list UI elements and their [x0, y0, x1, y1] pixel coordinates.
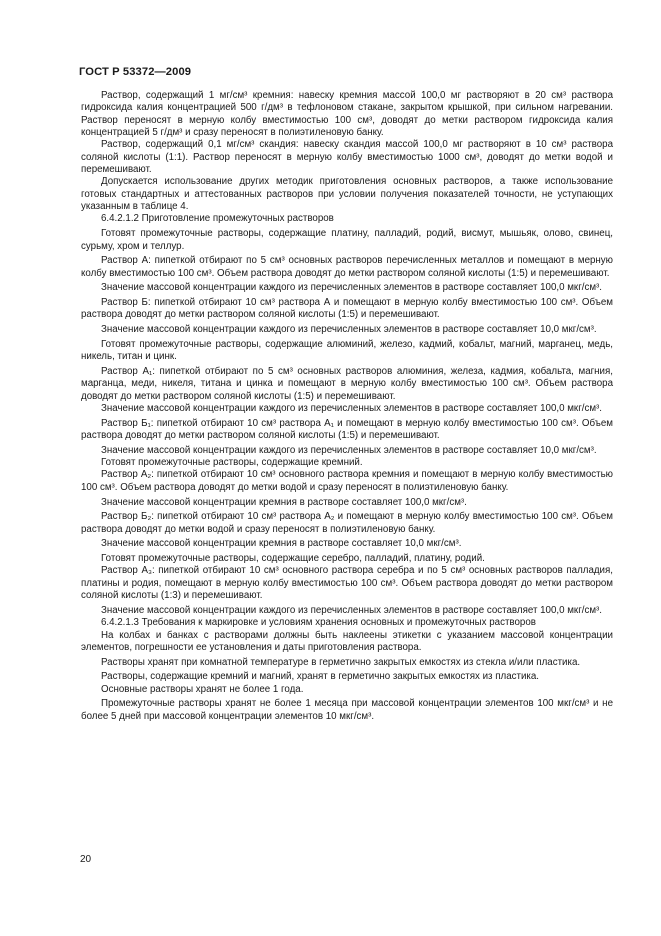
- paragraph: Значение массовой концентрации каждого из перечисленных элементов в растворе составляет 10,0 мкг/см³.: [101, 444, 597, 456]
- paragraph: Значение массовой концентрации каждого из перечисленных элементов в растворе составляет 10,0 мкг/см³.: [101, 324, 597, 336]
- paragraph: Значение массовой концентрации каждого из перечисленных элементов в растворе составляет 100,0 мкг/см³.: [101, 282, 602, 294]
- paragraph: Допускается использование других методик приготовления основных растворов, а также использование готовых стандартных и аттестованных растворов при условии получения показателей точности, не уступающих указанным в таблице 4.: [81, 176, 613, 213]
- paragraph: Раствор Б₁: пипеткой отбирают 10 см³ раствора А₁ и помещают в мерную колбу вместимостью 100 см³. Объем раствора доводят до метки раствором соляной кислоты (1:5) и перемешивают.: [81, 417, 613, 442]
- paragraph: На колбах и банках с растворами должны быть наклеены этикетки с указанием массовой концентрации элементов, погрешности ее установления и даты приготовления раствора.: [81, 629, 613, 653]
- section-heading: 6.4.2.1.2 Приготовление промежуточных растворов: [101, 213, 334, 225]
- paragraph: Значение массовой концентрации каждого из перечисленных элементов в растворе составляет 100,0 мкг/см³.: [101, 604, 602, 616]
- paragraph: Раствор А₁: пипеткой отбирают по 5 см³ основных растворов алюминия, железа, кадмия, кобальта, магния, марганца, меди, никеля, титана и цинка и помещают в мерную колбу вместимостью 100 см³. Объем раствора доводят до метки раствором соляной кислоты (1:5) и перемешивают.: [81, 365, 613, 402]
- section-heading: 6.4.2.1.3 Требования к маркировке и условиям хранения основных и промежуточных растворов: [101, 617, 536, 629]
- paragraph: Раствор, содержащий 1 мг/см³ кремния: навеску кремния массой 100,0 мг растворяют в 20 см³ раствора гидроксида калия концентрацией 500 г/дм³ в тефлоновом стакане, закрытом крышкой, при сильном нагревании. Раствор переносят в мерную колбу вместимостью 100 см³, доводят до метки раствором гидроксида калия концентрацией 5 г/дм³ и сразу переносят в полиэтиленовую банку.: [81, 90, 613, 139]
- paragraph: Промежуточные растворы хранят не более 1 месяца при массовой концентрации элементов 100 мкг/см³ и не более 5 дней при массовой концентрации элементов 10 мкг/см³.: [81, 698, 613, 722]
- paragraph: Раствор Б₂: пипеткой отбирают 10 см³ раствора А₂ и помещают в мерную колбу вместимостью 100 см³. Объем раствора доводят до метки водой и сразу переносят в полиэтиленовую банку.: [81, 511, 613, 535]
- paragraph: Значение массовой концентрации каждого из перечисленных элементов в растворе составляет 100,0 мкг/см³.: [101, 402, 602, 414]
- paragraph: Раствор А: пипеткой отбирают по 5 см³ основных растворов перечисленных металлов и помещают в мерную колбу вместимостью 100 см³. Объем раствора доводят до метки раствором соляной кислоты (1:5) и перемешивают.: [81, 255, 613, 279]
- paragraph: Растворы, содержащие кремний и магний, хранят в герметично закрытых емкостях из пластика.: [101, 671, 540, 683]
- paragraph: Растворы хранят при комнатной температуре в герметично закрытых емкостях из стекла и/или пластика.: [101, 656, 581, 668]
- paragraph: Готовят промежуточные растворы, содержащие алюминий, железо, кадмий, кобальт, магний, марганец, медь, никель, титан и цинк.: [81, 338, 613, 363]
- paragraph: Значение массовой концентрации кремния в растворе составляет 100,0 мкг/см³.: [101, 496, 467, 508]
- body-text: [81, 90, 613, 723]
- paragraph: Основные растворы хранят не более 1 года.: [101, 683, 304, 695]
- paragraph: Готовят промежуточные растворы, содержащие серебро, палладий, платину, родий.: [101, 553, 485, 565]
- paragraph: Раствор, содержащий 0,1 мг/см³ скандия: навеску скандия массой 100,0 мг растворяют в 10 см³ раствора соляной кислоты (1:1). Раствор переносят в мерную колбу вместимостью 1000 см³, доводят до метки водой и перемешивают.: [81, 139, 613, 176]
- paragraph: Раствор А₂: пипеткой отбирают 10 см³ основного раствора кремния и помещают в мерную колбу вместимостью 100 см³. Объем раствора доводят до метки водой и сразу переносят в полиэтиленовую банку.: [81, 469, 613, 493]
- paragraph: Раствор Б: пипеткой отбирают 10 см³ раствора А и помещают в мерную колбу вместимостью 100 см³. Объем раствора доводят до метки раствором соляной кислоты (1:5) и перемешивают.: [81, 297, 613, 321]
- paragraph: Готовят промежуточные растворы, содержащие платину, палладий, родий, висмут, мышьяк, олово, свинец, сурьму, хром и теллур.: [81, 228, 613, 252]
- paragraph: Значение массовой концентрации кремния в растворе составляет 10,0 мкг/см³.: [101, 538, 462, 550]
- document-header: ГОСТ Р 53372—2009: [79, 66, 192, 78]
- paragraph: Готовят промежуточные растворы, содержащие кремний.: [101, 457, 363, 469]
- paragraph: Раствор А₃: пипеткой отбирают 10 см³ основного раствора серебра и по 5 см³ основных растворов палладия, платины и родия, помещают в мерную колбу вместимостью 100 см³. Объем раствора доводят до метки раствором соляной кислоты (1:3) и перемешивают.: [81, 565, 613, 602]
- page-number: 20: [80, 854, 92, 865]
